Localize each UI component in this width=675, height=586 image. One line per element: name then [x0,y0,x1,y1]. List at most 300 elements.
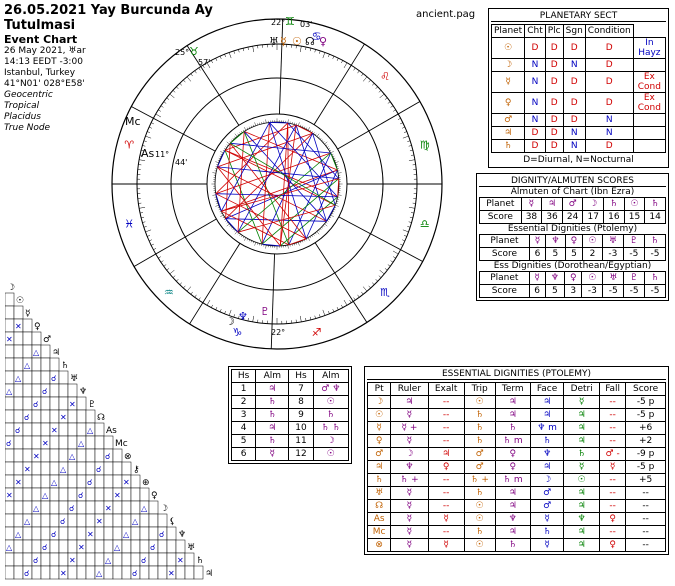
almuten-score: 5 [546,248,566,261]
aspect-grid-cell [122,514,131,527]
wheel-label: ♋ [311,30,322,44]
wheel-label: ♀ [319,35,328,48]
aspect-grid-cell [23,553,32,566]
aspect-grid-cell [167,553,176,566]
ess-header: Term [495,383,530,396]
wheel-label: 03' [300,20,313,29]
ess-cell: ♃ [564,487,600,500]
ess-cell: ☿ [564,396,600,409]
ess-cell: ☿ [391,487,428,500]
aspect-grid-cell [167,540,176,553]
wheel-label: ♍ [419,138,430,152]
ess-cell: -- [600,487,626,500]
almuten-planet-glyph: ☿ [521,198,542,211]
ess-cell: -- [600,500,626,513]
aspect-symbol: ☌ [69,504,75,513]
aspect-grid-cell [14,397,23,410]
house-almuten-panel [228,366,352,464]
almuten-planet-glyph: ☉ [624,198,645,211]
ess-cell: ♃ [564,435,600,448]
almuten-planet-glyph: ☿ [529,235,545,248]
house-header: Hs [289,370,313,383]
house-row [232,383,349,396]
almuten-planet-glyph: ♂ [562,198,583,211]
sect-row [492,72,666,93]
aspect-grid-cell [41,553,50,566]
aspect-grid-cell [77,475,86,488]
ess-row [368,461,666,474]
aspect-grid-cell [86,566,95,579]
aspect-symbol: △ [6,543,13,552]
house-number: 1 [232,383,256,396]
house-row [232,448,349,461]
almuten-score: 5 [565,248,582,261]
ess-cell: As [368,513,391,526]
ess-cell: -- [428,396,464,409]
aspect-grid-cell [14,462,23,475]
ess-cell: -- [600,396,626,409]
row-label: Score [480,211,522,224]
sect-planet: D [525,140,546,153]
chart-time: 14:13 EEDT -3:00 [4,57,83,67]
page-filename: ancient.pag [416,9,476,20]
aspect-grid-cell [14,449,23,462]
ess-cell: ♄ [368,474,391,487]
ess-cell: ☽ [368,396,391,409]
ess-cell: -5 p [626,409,666,422]
aspect-grid-cell [77,501,86,514]
almuten-planet-glyph: ♇ [624,272,645,285]
sect-sgn: D [585,93,633,114]
ess-header: Exalt [428,383,464,396]
sect-cht: D [545,114,563,127]
aspect-grid-cell [5,475,14,488]
planet-glyph: ☿ [492,72,525,93]
aspect-grid-cell [149,514,158,527]
aspect-grid-planet: ♅ [70,374,79,384]
ess-header: Pt [368,383,391,396]
aspect-grid-cell [41,501,50,514]
aspect-symbol: ☌ [42,543,48,552]
aspect-grid-cell [5,449,14,462]
sect-planet: D [525,127,546,140]
aspect-grid-cell [176,566,185,579]
chart-date: 26 May 2021, ♅ar [4,46,86,56]
aspect-symbol: ✕ [69,556,76,565]
aspect-grid-cell [23,501,32,514]
aspect-grid-cell [5,514,14,527]
aspect-grid-cell [77,423,86,436]
aspect-grid-planet: ☿ [25,309,31,319]
aspect-symbol: ☌ [24,413,30,422]
ess-header: Fall [600,383,626,396]
ess-cell: -- [600,474,626,487]
ess-cell: -- [626,513,666,526]
wheel-label: ♆ [238,310,248,323]
ess-header: Trip [464,383,495,396]
aspect-symbol: ✕ [114,491,121,500]
aspect-grid-cell [122,488,131,501]
chart-option-geocentric: Geocentric [4,90,53,100]
aspect-grid-planet: ⚸ [169,517,176,527]
aspect-grid-planet: ♆ [79,387,88,397]
almuten-score: 17 [583,211,604,224]
ess-row [368,539,666,552]
wheel-label: Mc [125,115,141,128]
ess-cell: -- [600,526,626,539]
ess-cell: ♄ [464,409,495,422]
wheel-label: ♐ [311,325,322,339]
aspect-grid-cell [77,449,86,462]
house-almuten: ☽ [313,435,348,448]
ess-header: Detri [564,383,600,396]
aspect-grid-cell [176,540,185,553]
almuten-planet-glyph: ☿ [529,272,545,285]
aspect-grid-cell [158,514,167,527]
house-almuten: ♄ ♄ [313,422,348,435]
aspect-symbol: ☌ [15,426,21,435]
almuten-title: DIGNITY/ALMUTEN SCORES [479,176,666,187]
ess-cell: -- [626,500,666,513]
aspect-grid-cell [158,540,167,553]
aspect-grid-cell [77,514,86,527]
aspect-symbol: ☌ [78,491,84,500]
wheel-label: ♑ [232,325,243,339]
aspect-grid [5,280,221,582]
aspect-grid-cell [50,540,59,553]
aspect-grid-cell [149,501,158,514]
aspect-grid-cell [158,566,167,579]
sect-cht: D [545,93,563,114]
planet-glyph: ☉ [492,38,525,59]
almuten-planet-glyph: ♄ [645,272,666,285]
planet-glyph: ☽ [492,59,525,72]
almuten-score: 3 [565,285,582,298]
sect-planet: N [525,114,546,127]
sect-row [492,93,666,114]
aspect-grid-cell [50,449,59,462]
aspect-grid-cell [68,410,77,423]
ess-cell: ♄ [530,435,563,448]
ess-cell: ☿ [391,526,428,539]
aspect-grid-cell [5,501,14,514]
wheel-label: ♅ [269,35,279,48]
aspect-grid-cell [23,423,32,436]
ess-cell: -- [626,526,666,539]
ess-cell: -- [428,500,464,513]
aspect-grid-cell [50,488,59,501]
aspect-grid-planet: ⊕ [142,478,150,488]
almuten-score: 6 [529,285,545,298]
aspect-grid-cell [167,527,176,540]
wheel-label: 44' [175,158,188,167]
ess-header: Face [530,383,563,396]
aspect-grid-cell [32,410,41,423]
aspect-grid-cell [32,423,41,436]
aspect-grid-cell [41,397,50,410]
aspect-grid-cell [113,514,122,527]
ess-row [368,513,666,526]
ess-cell: ☿ [391,539,428,552]
ess-cell: ♅ [368,487,391,500]
aspect-grid-cell [68,488,77,501]
ess-cell: ♄ + [464,474,495,487]
aspect-grid-cell [68,566,77,579]
aspect-grid-cell [131,501,140,514]
aspect-grid-planet: ⚷ [133,465,140,475]
house-row [232,396,349,409]
wheel-label: 22° [271,328,286,337]
aspect-grid-cell [41,423,50,436]
aspect-grid-cell [113,527,122,540]
almuten-score: -5 [623,248,644,261]
aspect-grid-cell [14,501,23,514]
aspect-grid-cell [23,319,32,332]
house-almuten: ♄ [256,396,289,409]
aspect-grid-cell [86,553,95,566]
aspect-grid-cell [185,553,194,566]
aspect-grid-cell [59,475,68,488]
aspect-grid-cell [95,501,104,514]
aspect-symbol: ✕ [6,335,13,344]
aspect-grid-cell [104,475,113,488]
ess-cell: Mc [368,526,391,539]
aspect-grid-cell [23,384,32,397]
aspect-grid-cell [68,527,77,540]
planet-glyph: ♂ [492,114,525,127]
sect-condition [633,140,665,153]
ess-cell: ☉ [464,513,495,526]
aspect-symbol: ✕ [123,478,130,487]
ess-cell: ☿ [368,422,391,435]
aspect-grid-cell [131,488,140,501]
aspect-grid-planet: ☽ [7,283,16,293]
sect-header: Planet [492,25,525,38]
ess-cell: ☿ [564,461,600,474]
almuten-planet-glyph: ♀ [565,235,582,248]
almuten-planet-glyph: ☽ [583,198,604,211]
aspect-grid-cell [68,462,77,475]
essential-dignities-panel [364,366,669,555]
wheel-label: 25° [175,48,190,57]
aspect-grid-cell [50,566,59,579]
aspect-grid-cell [5,410,14,423]
aspect-grid-cell [41,566,50,579]
ess-cell: ♃ [530,396,563,409]
house-almuten: ☿ [256,448,289,461]
almuten-planet-glyph: ♄ [645,198,666,211]
aspect-grid-cell [140,566,149,579]
aspect-symbol: ✕ [177,556,184,565]
aspect-symbol: △ [96,569,103,578]
ess-cell: ♄ [564,448,600,461]
ess-cell: ☉ [464,500,495,513]
sect-title: PLANETARY SECT [491,11,666,22]
house-almuten: ♄ [256,435,289,448]
aspect-grid-cell [5,423,14,436]
almuten-score: 38 [521,211,542,224]
ess-cell: ♄ m [495,435,530,448]
aspect-symbol: △ [24,361,31,370]
aspect-grid-cell [14,566,23,579]
house-almuten-table [231,369,349,461]
aspect-grid-cell [14,358,23,371]
sect-condition: Ex Cond [633,93,665,114]
aspect-grid-cell [41,514,50,527]
ess-cell: -9 p [626,448,666,461]
aspect-grid-cell [122,566,131,579]
aspect-symbol: △ [42,491,49,500]
aspect-grid-cell [59,397,68,410]
sect-cht: D [545,38,563,59]
aspect-grid-planet: ♂ [43,335,52,345]
ess-cell: ♃ [495,526,530,539]
aspect-grid-cell [41,462,50,475]
aspect-grid-cell [59,553,68,566]
aspect-grid-cell [23,345,32,358]
aspect-symbol: ☌ [33,556,39,565]
ess-cell: ☉ [368,409,391,422]
almuten-score: 5 [545,285,565,298]
ess-cell: ♃ [530,461,563,474]
ess-cell: -5 p [626,461,666,474]
house-number: 3 [232,409,256,422]
planet-glyph: ♀ [492,93,525,114]
ess-cell: ♃ [368,461,391,474]
aspect-symbol: ☌ [132,569,138,578]
chart-coordinates: 41°N01' 028°E58' [4,79,85,89]
sect-plc: N [563,127,585,140]
sect-sgn: D [585,72,633,93]
house-almuten: ♂ ♆ [313,383,348,396]
aspect-grid-cell [68,436,77,449]
aspect-grid-cell [50,462,59,475]
aspect-grid-cell [68,384,77,397]
wheel-label: 22° [271,18,286,27]
aspect-grid-cell [5,553,14,566]
aspect-grid-cell [50,553,59,566]
almuten-score: -3 [582,285,603,298]
ess-cell: ♄ [464,526,495,539]
aspect-grid-cell [95,423,104,436]
row-label: Score [480,285,530,298]
aspect-grid-cell [32,436,41,449]
aspect-symbol: △ [24,517,31,526]
sect-cht: D [545,59,563,72]
sect-plc: D [563,38,585,59]
aspect-symbol: △ [33,504,40,513]
almuten-planet-glyph: ♃ [542,198,563,211]
chart-option-tropical: Tropical [4,101,40,111]
aspect-grid-cell [131,540,140,553]
aspect-grid-cell [50,358,59,371]
aspect-grid-cell [41,345,50,358]
aspect-grid-cell [41,410,50,423]
aspect-grid-cell [77,566,86,579]
aspect-symbol: △ [105,556,112,565]
aspect-symbol: ✕ [15,322,22,331]
sect-plc: D [563,93,585,114]
aspect-grid-cell [23,332,32,345]
row-label: Planet [480,272,530,285]
aspect-grid-cell [104,527,113,540]
aspect-grid-cell [14,436,23,449]
aspect-symbol: △ [15,374,22,383]
aspect-grid-cell [95,436,104,449]
house-number: 6 [232,448,256,461]
ess-cell: ♀ [495,448,530,461]
aspect-grid-cell [14,306,23,319]
wheel-label: 11° [155,150,170,159]
house-row [232,409,349,422]
aspect-grid-cell [77,462,86,475]
aspect-symbol: ☌ [105,452,111,461]
aspect-grid-planet: As [106,426,117,436]
aspect-grid-cell [140,540,149,553]
aspect-grid-planet: ☉ [16,296,25,306]
wheel-label: ♇ [260,305,270,318]
ess-cell: ♂ [530,500,563,513]
aspect-symbol: ✕ [51,426,58,435]
aspect-grid-cell [50,397,59,410]
aspect-grid-cell [32,527,41,540]
ess-cell: -- [428,474,464,487]
aspect-grid-cell [140,514,149,527]
sect-header: Sgn [563,25,585,38]
aspect-grid-cell [113,566,122,579]
aspect-grid-cell [50,501,59,514]
sect-condition [633,127,665,140]
almuten-table-ptolemy [479,234,666,261]
ess-cell: -- [626,539,666,552]
sect-table [491,24,666,153]
aspect-symbol: △ [132,517,139,526]
almuten-table-ibn-ezra [479,197,666,224]
ess-cell: ♃ [564,422,600,435]
ess-cell: ☿ [391,513,428,526]
aspect-grid-cell [59,436,68,449]
aspect-grid-planet: ⊗ [124,452,132,462]
aspect-symbol: ✕ [168,569,175,578]
ess-cell: ♄ [495,539,530,552]
ess-cell: ♄ [464,422,495,435]
almuten-score: 6 [529,248,545,261]
sect-planet: D [525,38,546,59]
almuten-header: Alm [313,370,348,383]
ess-row [368,487,666,500]
aspect-symbol: ☌ [60,517,66,526]
aspect-symbol: ✕ [78,543,85,552]
aspect-grid-cell [5,293,14,306]
aspect-grid-cell [149,566,158,579]
planet-glyph: ♄ [492,140,525,153]
wheel-label: As [141,147,155,160]
aspect-grid-cell [5,306,14,319]
aspect-grid-cell [14,410,23,423]
almuten-planet-glyph: ☉ [583,235,603,248]
aspect-grid-cell [95,553,104,566]
sect-planet: N [525,72,546,93]
aspect-grid-cell [68,514,77,527]
ess-cell: ♃ [495,409,530,422]
aspect-grid-cell [14,488,23,501]
sect-condition [633,114,665,127]
ess-cell: +2 [626,435,666,448]
ess-cell: ♆ [530,448,563,461]
aspect-symbol: ☌ [150,543,156,552]
row-label: Planet [480,198,522,211]
almuten-score: -3 [602,248,623,261]
